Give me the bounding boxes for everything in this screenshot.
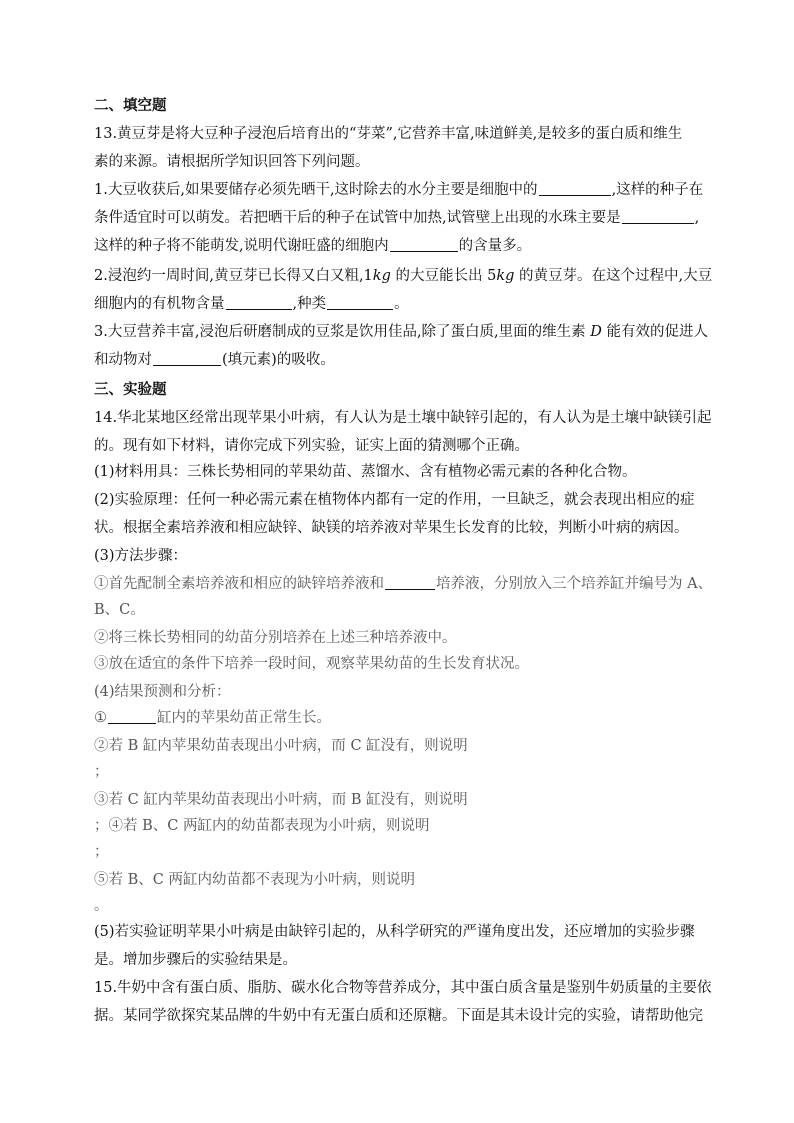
q14-line-21: 是。增加步骤后的实验结果是。	[94, 952, 297, 968]
q13-part3-text-a: 3.大豆营养丰富,浸泡后研磨制成的豆浆是饮用佳品,除了蛋白质,里面的维生素	[94, 324, 591, 340]
unit-kg: kg	[496, 268, 515, 284]
q14-line-3: (1)材料用具：三株长势相同的苹果幼苗、蒸馏水、含有植物必需元素的各种化合物。	[94, 464, 637, 480]
q14-line-2: 的。现有如下材料，请你完成下列实验，证实上面的猜测哪个正确。	[94, 438, 529, 454]
q13-part1-text-a: 1.大豆收获后,如果要储存必须先晒干,这时除去的水分主要是细胞中的	[94, 182, 538, 198]
q13-part1-line-3	[94, 236, 531, 256]
q14-line-4: (2)实验原理：任何一种必需元素在植物体内都有一定的作用，一旦缺乏，就会表现出相应的症	[94, 492, 695, 508]
q14-step-1-text-a: ①首先配制全素培养液和相应的缺锌培养液和	[94, 576, 384, 592]
q14-step-2: ②将三株长势相同的幼苗分别培养在上述三种培养液中。	[94, 630, 457, 646]
answer-blank[interactable]	[539, 181, 611, 196]
q13-part1-text-d: ,	[694, 210, 700, 226]
q14-line-1: 14.华北某地区经常出现苹果小叶病，有人认为是土壤中缺锌引起的，有人认为是土壤中缺镁引起	[94, 410, 712, 426]
q13-part1-text-c: 条件适宜时可以萌发。若把晒干后的种子在试管中加热,试管壁上出现的水珠主要是	[94, 210, 621, 226]
q13-part3-text-b: 能有效的促进人	[601, 324, 709, 340]
q14-result-1-text-a: ①	[94, 710, 107, 726]
unit-kg: kg	[372, 268, 391, 284]
q13-part3-line-2	[94, 350, 335, 370]
section-heading-fill-in: 二、填空题	[94, 98, 167, 114]
q14-line-6: (3)方法步骤：	[94, 548, 188, 564]
q13-part1-line-2	[94, 208, 699, 228]
q13-part2-line-1	[94, 266, 712, 286]
q13-part3-line-1	[94, 322, 708, 342]
vitamin-d-symbol: D	[590, 324, 602, 340]
q13-part1-line-1	[94, 180, 703, 200]
q15-line-1: 15.牛奶中含有蛋白质、脂肪、碳水化合物等营养成分，其中蛋白质含量是鉴别牛奶质量的主要依	[94, 980, 712, 996]
q14-step-1-cont: B、C。	[94, 602, 145, 618]
q13-part2-text-d: 细胞内的有机物含量	[94, 296, 225, 312]
q13-part1-text-b: ,这样的种子在	[611, 182, 704, 198]
q13-part2-text-b: 的大豆能长出 5	[390, 268, 497, 284]
q13-part2-text-a: 2.浸泡约一周时间,黄豆芽已长得又白又粗,1	[94, 268, 373, 284]
q13-part2-text-f: 。	[394, 296, 409, 312]
answer-blank[interactable]	[226, 295, 292, 310]
q14-result-heading: (4)结果预测和分析：	[94, 684, 231, 700]
q13-part3-text-c: 和动物对	[94, 352, 152, 368]
q14-result-4: ；④若 B、C 两缸内的幼苗都表现为小叶病，则说明	[94, 818, 430, 834]
section-heading-experiment: 三、实验题	[94, 382, 167, 398]
q13-part2-line-2	[94, 294, 409, 314]
q14-line-5: 状。根据全素培养液和相应缺锌、缺镁的培养液对苹果生长发育的比较，判断小叶病的病因。	[94, 520, 689, 536]
q14-line-20: (5)若实验证明苹果小叶病是由缺锌引起的，从科学研究的严谨角度出发，还应增加的实验步骤	[94, 924, 695, 940]
q13-part1-text-e: 这样的种子将不能萌发,说明代谢旺盛的细胞内	[94, 238, 389, 254]
answer-blank[interactable]	[108, 709, 156, 724]
q14-result-5: ⑤若 B、C 两缸内幼苗都不表现为小叶病，则说明	[94, 872, 415, 888]
q14-step-1-text-b: 培养液，分别放入三个培养缸并编号为 A、	[436, 576, 713, 592]
q13-part1-text-f: 的含量多。	[458, 238, 532, 254]
answer-blank[interactable]	[390, 237, 458, 252]
q13-text-line-2: 素的来源。请根据所学知识回答下列问题。	[94, 154, 370, 170]
q14-result-3: ③若 C 缸内苹果幼苗表现出小叶病，而 B 缸没有，则说明	[94, 792, 468, 808]
q13-part2-text-e: ,种类	[292, 296, 327, 312]
answer-blank[interactable]	[385, 575, 435, 590]
answer-blank[interactable]	[153, 351, 221, 366]
q14-step-1	[94, 574, 712, 594]
q15-line-2: 据。某同学欲探究某品牌的牛奶中有无蛋白质和还原糖。下面是其未设计完的实验，请帮助他完	[94, 1008, 703, 1024]
answer-blank[interactable]	[327, 295, 393, 310]
q13-part2-text-c: 的黄豆芽。在这个过程中,大豆	[514, 268, 713, 284]
q14-result-1-text-b: 缸内的苹果幼苗正常生长。	[157, 710, 331, 726]
q13-part3-text-d: (填元素)的吸收。	[222, 352, 335, 368]
q14-result-1	[94, 708, 331, 728]
answer-blank[interactable]	[622, 209, 694, 224]
q14-step-3: ③放在适宜的条件下培养一段时间，观察苹果幼苗的生长发育状况。	[94, 656, 529, 672]
q14-result-2: ②若 B 缸内苹果幼苗表现出小叶病，而 C 缸没有，则说明	[94, 738, 468, 754]
q14-result-2-end: ；	[94, 764, 109, 780]
q14-result-5-end: 。	[94, 898, 109, 914]
q14-result-4-end: ；	[94, 844, 109, 860]
q13-text-line-1: 13.黄豆芽是将大豆种子浸泡后培育出的“芽菜”,它营养丰富,味道鲜美,是较多的蛋白质和维生	[94, 126, 683, 142]
